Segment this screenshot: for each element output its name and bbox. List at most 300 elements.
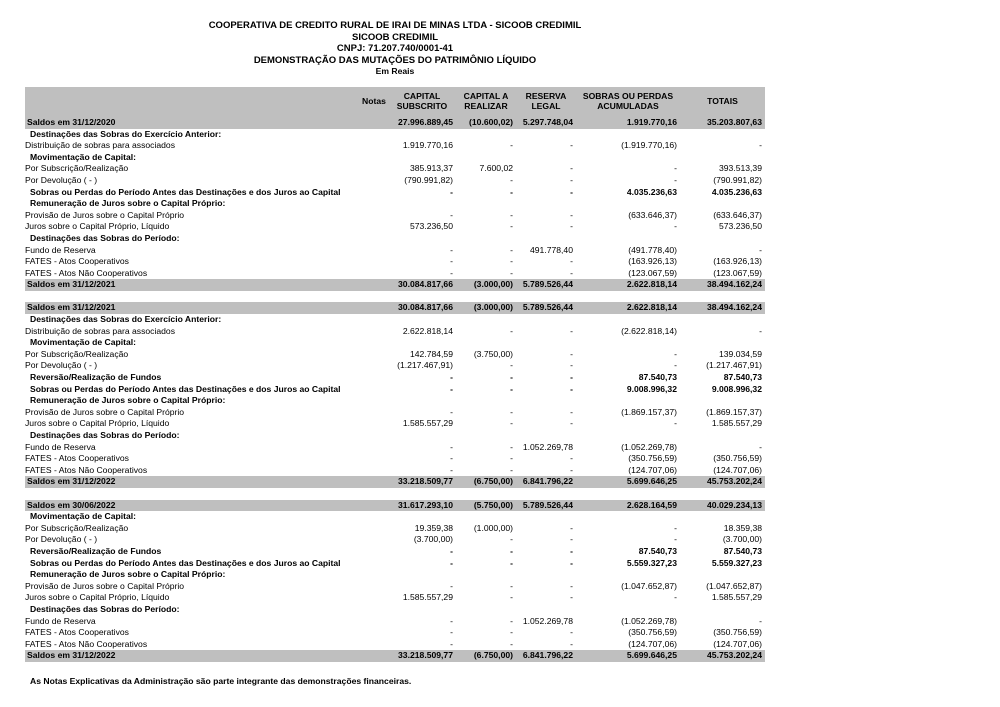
- notas-cell: [360, 198, 388, 210]
- value-cell: (1.869.157,37): [621, 406, 677, 417]
- table-row: [25, 465, 765, 477]
- notas-cell: [360, 268, 388, 280]
- table-row: [25, 453, 765, 465]
- column-header: CAPITAL A REALIZAR: [456, 87, 516, 117]
- value-cell: -: [570, 348, 573, 359]
- value-cell: 573.236,50: [409, 221, 453, 232]
- value-cell: (2.622.818,14): [621, 325, 677, 336]
- value-cell: (3.000,00): [456, 279, 516, 291]
- table-row: [25, 430, 765, 442]
- notas-cell: [360, 418, 388, 430]
- value-cell: 142.784,59: [409, 348, 453, 359]
- document-header: [25, 20, 765, 78]
- table-row: [25, 407, 765, 419]
- value-cell: 9.008.996,32: [711, 383, 762, 394]
- column-header: CAPITAL SUBSCRITO: [388, 87, 456, 117]
- value-cell: (3.700,00): [413, 534, 453, 545]
- row-label: Fundo de Reserva: [25, 244, 96, 255]
- value-cell: [680, 233, 765, 245]
- value-cell: 30.084.817,66: [388, 279, 456, 291]
- value-cell: -: [570, 592, 573, 603]
- row-label: Sobras ou Perdas do Período Antes das Destinações e dos Juros ao Capital: [30, 186, 341, 197]
- value-cell: -: [450, 186, 453, 197]
- value-cell: [388, 337, 456, 349]
- value-cell: -: [570, 522, 573, 533]
- table-row: [25, 384, 765, 396]
- table-row: [25, 279, 765, 291]
- value-cell: [456, 337, 516, 349]
- row-label: Juros sobre o Capital Próprio, Líquido: [25, 221, 170, 232]
- row-label: Por Devolução ( - ): [25, 174, 98, 185]
- row-label: Destinações das Sobras do Exercício Anterior:: [30, 314, 222, 325]
- notas-cell: [360, 337, 388, 349]
- value-cell: [516, 604, 576, 616]
- value-cell: 1.585.557,29: [402, 418, 453, 429]
- notas-cell: [360, 302, 388, 314]
- value-cell: -: [570, 545, 573, 556]
- row-label: Destinações das Sobras do Período:: [30, 430, 180, 440]
- row-label: Saldos em 31/12/2021: [25, 279, 360, 291]
- value-cell: (1.047.652,87): [621, 580, 677, 591]
- notas-cell: [360, 314, 388, 326]
- value-cell: [516, 198, 576, 210]
- value-cell: [388, 604, 456, 616]
- value-cell: 2.622.818,14: [576, 279, 680, 291]
- value-cell: [456, 569, 516, 581]
- value-cell: 33.218.509,77: [388, 476, 456, 488]
- value-cell: 45.753.202,24: [680, 650, 765, 662]
- value-cell: (1.047.652,87): [706, 580, 762, 591]
- value-cell: -: [510, 545, 513, 556]
- value-cell: -: [510, 406, 513, 417]
- notas-cell: [360, 256, 388, 268]
- table-row: [25, 511, 765, 523]
- value-cell: [516, 569, 576, 581]
- table-row: [25, 627, 765, 639]
- table-row: [25, 558, 765, 570]
- row-label: Distribuição de sobras para associados: [25, 325, 175, 336]
- value-cell: (6.750,00): [456, 476, 516, 488]
- row-label: Destinações das Sobras do Período:: [30, 232, 180, 243]
- table-row: [25, 546, 765, 558]
- value-cell: -: [450, 557, 453, 568]
- notas-cell: [360, 187, 388, 199]
- value-cell: 5.789.526,44: [516, 279, 576, 291]
- row-label: FATES - Atos Cooperativos: [25, 453, 129, 464]
- value-cell: (1.869.157,37): [706, 406, 762, 417]
- footer-note: As Notas Explicativas da Administração são parte integrante das demonstrações financeiras.: [30, 675, 412, 686]
- table-row: [25, 500, 765, 512]
- value-cell: [456, 198, 516, 210]
- table-row: [25, 442, 765, 454]
- value-cell: [456, 511, 516, 523]
- value-cell: (10.600,02): [456, 117, 516, 129]
- statement-title: DEMONSTRAÇÃO DAS MUTAÇÕES DO PATRIMÔNIO LÍQUIDO: [253, 54, 537, 66]
- value-cell: [388, 152, 456, 164]
- row-label: Provisão de Juros sobre o Capital Próprio: [25, 209, 185, 220]
- row-label: Remuneração de Juros sobre o Capital Próprio:: [30, 569, 226, 580]
- value-cell: -: [510, 360, 513, 371]
- value-cell: -: [570, 174, 573, 185]
- value-cell: [576, 198, 680, 210]
- value-cell: -: [450, 627, 453, 638]
- notas-cell: [360, 152, 388, 164]
- value-cell: (350.756,59): [713, 627, 762, 638]
- value-cell: [516, 430, 576, 442]
- value-cell: -: [510, 267, 513, 278]
- notas-cell: [360, 430, 388, 442]
- value-cell: -: [450, 256, 453, 267]
- value-cell: 139.034,59: [718, 348, 762, 359]
- value-cell: [456, 395, 516, 407]
- value-cell: [576, 430, 680, 442]
- value-cell: [576, 337, 680, 349]
- value-cell: (790.991,82): [713, 174, 762, 185]
- table-row: [25, 523, 765, 535]
- table-row: [25, 360, 765, 372]
- column-header: SOBRAS OU PERDAS ACUMULADAS: [576, 87, 680, 117]
- value-cell: -: [674, 163, 677, 174]
- value-cell: 19.359,38: [414, 522, 453, 533]
- value-cell: -: [450, 372, 453, 383]
- row-label: Distribuição de sobras para associados: [25, 140, 175, 151]
- row-label: Saldos em 31/12/2021: [25, 302, 360, 314]
- spacer-cell: [25, 488, 765, 500]
- value-cell: 1.919.770,16: [402, 140, 453, 151]
- value-cell: -: [570, 256, 573, 267]
- value-cell: -: [759, 140, 762, 151]
- row-label: Por Devolução ( - ): [25, 534, 98, 545]
- notas-cell: [360, 465, 388, 477]
- table-row: [25, 245, 765, 257]
- value-cell: -: [674, 522, 677, 533]
- spacer-row: [25, 488, 765, 500]
- value-cell: -: [510, 325, 513, 336]
- value-cell: [456, 314, 516, 326]
- value-cell: 1.585.557,29: [711, 418, 762, 429]
- table-row: [25, 639, 765, 651]
- value-cell: [388, 430, 456, 442]
- value-cell: [516, 395, 576, 407]
- spacer-cell: [25, 291, 765, 303]
- table-row: [25, 302, 765, 314]
- value-cell: [516, 233, 576, 245]
- notas-cell: [360, 592, 388, 604]
- value-cell: 5.559.327,23: [626, 557, 677, 568]
- notas-cell: [360, 349, 388, 361]
- value-cell: -: [510, 441, 513, 452]
- notas-cell: [360, 163, 388, 175]
- value-cell: 1.052.269,78: [522, 441, 573, 452]
- value-cell: (124.707,06): [628, 638, 677, 649]
- notas-cell: [360, 523, 388, 535]
- notas-cell: [360, 140, 388, 152]
- row-label: FATES - Atos Não Cooperativos: [25, 464, 148, 475]
- value-cell: 38.494.162,24: [680, 279, 765, 291]
- value-cell: -: [450, 453, 453, 464]
- value-cell: -: [570, 464, 573, 475]
- notas-cell: [360, 546, 388, 558]
- value-cell: -: [510, 174, 513, 185]
- value-cell: 393.513,39: [718, 163, 762, 174]
- row-label: Saldos em 30/06/2022: [25, 500, 360, 512]
- value-cell: -: [674, 221, 677, 232]
- value-cell: (163.926,13): [628, 256, 677, 267]
- value-cell: [576, 395, 680, 407]
- value-cell: 5.699.646,25: [576, 476, 680, 488]
- value-cell: [516, 314, 576, 326]
- value-cell: -: [450, 383, 453, 394]
- value-cell: -: [510, 627, 513, 638]
- value-cell: [576, 604, 680, 616]
- notas-cell: [360, 395, 388, 407]
- row-label: FATES - Atos Cooperativos: [25, 256, 129, 267]
- value-cell: 35.203.807,63: [680, 117, 765, 129]
- value-cell: 18.359,38: [723, 522, 762, 533]
- value-cell: 2.622.818,14: [576, 302, 680, 314]
- value-cell: -: [570, 418, 573, 429]
- value-cell: -: [510, 383, 513, 394]
- value-cell: -: [450, 615, 453, 626]
- table-row: [25, 187, 765, 199]
- value-cell: (633.646,37): [713, 209, 762, 220]
- value-cell: -: [570, 534, 573, 545]
- value-cell: (123.067,59): [628, 267, 677, 278]
- value-cell: -: [450, 464, 453, 475]
- value-cell: (124.707,06): [628, 464, 677, 475]
- table-row: [25, 337, 765, 349]
- value-cell: [516, 152, 576, 164]
- value-cell: 38.494.162,24: [680, 302, 765, 314]
- value-cell: [516, 337, 576, 349]
- table-row: [25, 395, 765, 407]
- value-cell: [576, 233, 680, 245]
- value-cell: -: [510, 557, 513, 568]
- value-cell: [456, 430, 516, 442]
- value-cell: 6.841.796,22: [516, 476, 576, 488]
- value-cell: 40.029.234,13: [680, 500, 765, 512]
- value-cell: [576, 511, 680, 523]
- notas-cell: [360, 129, 388, 141]
- value-cell: 5.789.526,44: [516, 500, 576, 512]
- value-cell: [576, 152, 680, 164]
- value-cell: -: [450, 209, 453, 220]
- value-cell: -: [674, 174, 677, 185]
- row-label: Saldos em 31/12/2022: [25, 476, 360, 488]
- table-row: [25, 326, 765, 338]
- value-cell: (5.750,00): [456, 500, 516, 512]
- column-header: RESERVA LEGAL: [516, 87, 576, 117]
- notas-cell: [360, 407, 388, 419]
- value-cell: -: [510, 534, 513, 545]
- value-cell: -: [450, 244, 453, 255]
- value-cell: -: [450, 580, 453, 591]
- value-cell: -: [674, 592, 677, 603]
- value-cell: -: [570, 406, 573, 417]
- value-cell: [680, 314, 765, 326]
- row-label: Provisão de Juros sobre o Capital Próprio: [25, 580, 185, 591]
- value-cell: -: [674, 534, 677, 545]
- value-cell: -: [759, 441, 762, 452]
- notas-cell: [360, 221, 388, 233]
- table-row: [25, 592, 765, 604]
- table-row: [25, 152, 765, 164]
- value-cell: [516, 511, 576, 523]
- notas-cell: [360, 558, 388, 570]
- value-cell: [388, 511, 456, 523]
- value-cell: [388, 395, 456, 407]
- value-cell: (350.756,59): [713, 453, 762, 464]
- notas-cell: [360, 650, 388, 662]
- value-cell: (3.750,00): [473, 348, 513, 359]
- value-cell: [680, 430, 765, 442]
- value-cell: -: [510, 256, 513, 267]
- value-cell: 573.236,50: [718, 221, 762, 232]
- row-label: Remuneração de Juros sobre o Capital Próprio:: [30, 395, 226, 406]
- notas-cell: [360, 210, 388, 222]
- value-cell: 7.600,02: [479, 163, 513, 174]
- notas-cell: [360, 175, 388, 187]
- value-cell: [680, 337, 765, 349]
- notas-cell: [360, 117, 388, 129]
- value-cell: [456, 152, 516, 164]
- row-label: Movimentação de Capital:: [30, 511, 137, 522]
- value-cell: 5.559.327,23: [711, 557, 762, 568]
- value-cell: [680, 569, 765, 581]
- value-cell: -: [570, 163, 573, 174]
- value-cell: (1.217.467,91): [397, 360, 453, 371]
- row-label: FATES - Atos Não Cooperativos: [25, 638, 148, 649]
- notas-cell: [360, 511, 388, 523]
- row-label: Por Devolução ( - ): [25, 360, 98, 371]
- table-row: [25, 476, 765, 488]
- table-row: [25, 372, 765, 384]
- column-header-row: [25, 87, 765, 117]
- table-row: [25, 256, 765, 268]
- value-cell: -: [510, 372, 513, 383]
- value-cell: -: [510, 638, 513, 649]
- row-label: Sobras ou Perdas do Período Antes das Destinações e dos Juros ao Capital: [30, 383, 341, 394]
- value-cell: -: [510, 186, 513, 197]
- value-cell: -: [570, 557, 573, 568]
- notas-cell: [360, 534, 388, 546]
- value-cell: -: [570, 627, 573, 638]
- value-cell: [456, 604, 516, 616]
- value-cell: -: [759, 244, 762, 255]
- notas-cell: [360, 233, 388, 245]
- value-cell: -: [510, 615, 513, 626]
- value-cell: -: [510, 244, 513, 255]
- row-label: FATES - Atos Cooperativos: [25, 627, 129, 638]
- value-cell: -: [674, 418, 677, 429]
- value-cell: -: [570, 186, 573, 197]
- value-cell: -: [450, 267, 453, 278]
- table-row: [25, 581, 765, 593]
- equity-statement-table: [25, 87, 765, 662]
- value-cell: 5.789.526,44: [516, 302, 576, 314]
- value-cell: -: [510, 580, 513, 591]
- row-label: FATES - Atos Não Cooperativos: [25, 267, 148, 278]
- value-cell: 6.841.796,22: [516, 650, 576, 662]
- value-cell: [516, 129, 576, 141]
- value-cell: 1.585.557,29: [402, 592, 453, 603]
- value-cell: 30.084.817,66: [388, 302, 456, 314]
- table-row: [25, 534, 765, 546]
- value-cell: [388, 129, 456, 141]
- value-cell: -: [450, 441, 453, 452]
- row-label: Movimentação de Capital:: [30, 337, 137, 348]
- table-row: [25, 268, 765, 280]
- column-header: [25, 87, 360, 117]
- row-label: Movimentação de Capital:: [30, 151, 137, 162]
- column-header: Notas: [360, 87, 388, 117]
- value-cell: [456, 233, 516, 245]
- table-row: [25, 163, 765, 175]
- value-cell: (124.707,06): [713, 464, 762, 475]
- value-cell: -: [674, 348, 677, 359]
- value-cell: -: [570, 267, 573, 278]
- row-label: Provisão de Juros sobre o Capital Próprio: [25, 406, 185, 417]
- notas-cell: [360, 279, 388, 291]
- table-row: [25, 117, 765, 129]
- value-cell: [680, 395, 765, 407]
- table-row: [25, 569, 765, 581]
- table-row: [25, 233, 765, 245]
- value-cell: (6.750,00): [456, 650, 516, 662]
- notas-cell: [360, 569, 388, 581]
- value-cell: [388, 198, 456, 210]
- value-cell: 9.008.996,32: [626, 383, 677, 394]
- row-label: Saldos em 31/12/2020: [25, 117, 360, 129]
- value-cell: -: [450, 545, 453, 556]
- table-row: [25, 418, 765, 430]
- value-cell: [388, 569, 456, 581]
- value-cell: -: [450, 638, 453, 649]
- value-cell: -: [510, 221, 513, 232]
- value-cell: (350.756,59): [628, 627, 677, 638]
- value-cell: 2.622.818,14: [402, 325, 453, 336]
- value-cell: -: [570, 453, 573, 464]
- value-cell: (3.700,00): [722, 534, 762, 545]
- notas-cell: [360, 372, 388, 384]
- value-cell: -: [570, 325, 573, 336]
- notas-cell: [360, 384, 388, 396]
- value-cell: -: [510, 209, 513, 220]
- spacer-row: [25, 291, 765, 303]
- value-cell: -: [570, 221, 573, 232]
- notas-cell: [360, 245, 388, 257]
- row-label: Sobras ou Perdas do Período Antes das Destinações e dos Juros ao Capital: [30, 557, 341, 568]
- table-row: [25, 175, 765, 187]
- notas-cell: [360, 442, 388, 454]
- value-cell: 5.297.748,04: [516, 117, 576, 129]
- value-cell: 1.052.269,78: [522, 615, 573, 626]
- value-cell: (350.756,59): [628, 453, 677, 464]
- notas-cell: [360, 453, 388, 465]
- value-cell: 87.540,73: [723, 545, 762, 556]
- value-cell: -: [759, 325, 762, 336]
- value-cell: 27.996.889,45: [388, 117, 456, 129]
- table-header: [25, 87, 765, 117]
- value-cell: [576, 569, 680, 581]
- notas-cell: [360, 326, 388, 338]
- currency-note: Em Reais: [375, 66, 415, 77]
- row-label: Por Subscrição/Realização: [25, 348, 129, 359]
- table-row: [25, 129, 765, 141]
- cnpj-line: CNPJ: 71.207.740/0001-41: [336, 43, 454, 55]
- value-cell: [680, 129, 765, 141]
- value-cell: [576, 314, 680, 326]
